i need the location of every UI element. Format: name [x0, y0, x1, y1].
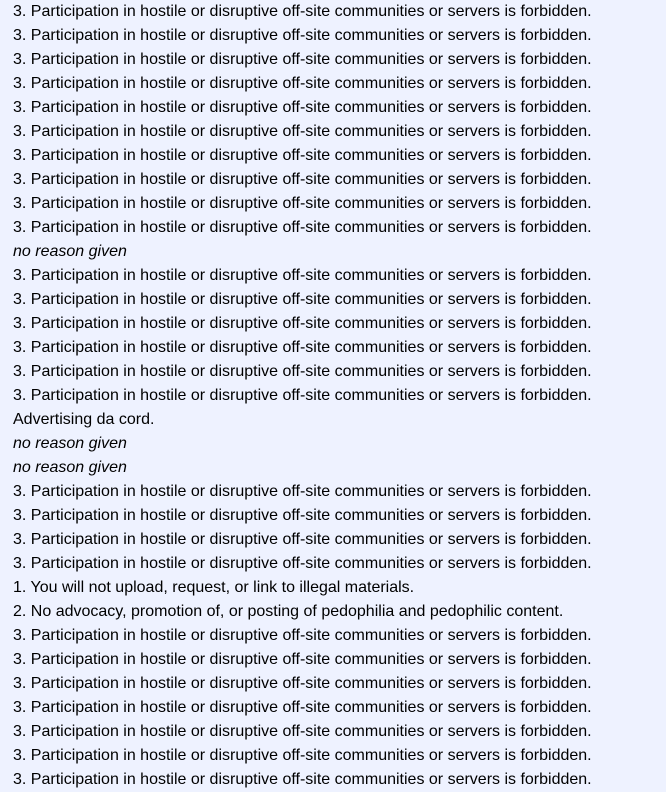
ban-reason-text: 3. Participation in hostile or disruptive off-site communities or servers is forbidden.: [13, 123, 592, 140]
ban-reason-text: 3. Participation in hostile or disruptive off-site communities or servers is forbidden.: [13, 195, 592, 212]
ban-reason-text: 3. Participation in hostile or disruptive off-site communities or servers is forbidden.: [13, 291, 592, 308]
ban-reason-text: 3. Participation in hostile or disruptive off-site communities or servers is forbidden.: [13, 483, 592, 500]
ban-reason-text: 3. Participation in hostile or disruptive off-site communities or servers is forbidden.: [13, 267, 592, 284]
no-reason-text: no reason given: [13, 243, 127, 260]
ban-reason-text: 3. Participation in hostile or disruptive off-site communities or servers is forbidden.: [13, 27, 592, 44]
ban-reason-text: 2. No advocacy, promotion of, or posting of pedophilia and pedophilic content.: [13, 603, 564, 620]
ban-reason-text: 3. Participation in hostile or disruptive off-site communities or servers is forbidden.: [13, 171, 592, 188]
ban-reason-text: 3. Participation in hostile or disruptive off-site communities or servers is forbidden.: [13, 339, 592, 356]
ban-reason-text: 3. Participation in hostile or disruptive off-site communities or servers is forbidden.: [13, 387, 592, 404]
ban-reason-text: 3. Participation in hostile or disruptive off-site communities or servers is forbidden.: [13, 147, 592, 164]
ban-reason-text: 3. Participation in hostile or disruptive off-site communities or servers is forbidden.: [13, 531, 592, 548]
ban-reason-text: 3. Participation in hostile or disruptive off-site communities or servers is forbidden.: [13, 75, 592, 92]
ban-reason-text: 3. Participation in hostile or disruptive off-site communities or servers is forbidden.: [13, 555, 592, 572]
ban-reason-text: 3. Participation in hostile or disruptive off-site communities or servers is forbidden.: [13, 99, 592, 116]
no-reason-text: no reason given: [13, 459, 127, 476]
ban-reason-text: 3. Participation in hostile or disruptive off-site communities or servers is forbidden.: [13, 363, 592, 380]
ban-reason-text: 3. Participation in hostile or disruptive off-site communities or servers is forbidden.: [13, 699, 592, 716]
ban-reason-text: 3. Participation in hostile or disruptive off-site communities or servers is forbidden.: [13, 219, 592, 236]
ban-reason-text: 3. Participation in hostile or disruptive off-site communities or servers is forbidden.: [13, 315, 592, 332]
ban-reason-text: 1. You will not upload, request, or link to illegal materials.: [13, 579, 415, 596]
no-reason-text: no reason given: [13, 435, 127, 452]
ban-reason-text: 3. Participation in hostile or disruptive off-site communities or servers is forbidden.: [13, 771, 592, 788]
ban-reason-text: 3. Participation in hostile or disruptive off-site communities or servers is forbidden.: [13, 3, 592, 20]
ban-reason-text: 3. Participation in hostile or disruptive off-site communities or servers is forbidden.: [13, 747, 592, 764]
ban-reason-text: 3. Participation in hostile or disruptive off-site communities or servers is forbidden.: [13, 627, 592, 644]
ban-reason-text: 3. Participation in hostile or disruptive off-site communities or servers is forbidden.: [13, 651, 592, 668]
ban-reason-text: 3. Participation in hostile or disruptive off-site communities or servers is forbidden.: [13, 675, 592, 692]
ban-reason-text: 3. Participation in hostile or disruptive off-site communities or servers is forbidden.: [13, 51, 592, 68]
ban-reason-text: Advertising da cord.: [13, 411, 155, 428]
ban-reason-text: 3. Participation in hostile or disruptive off-site communities or servers is forbidden.: [13, 723, 592, 740]
ban-reason-text: 3. Participation in hostile or disruptive off-site communities or servers is forbidden.: [13, 507, 592, 524]
ban-reason-list: [13, 0, 666, 792]
